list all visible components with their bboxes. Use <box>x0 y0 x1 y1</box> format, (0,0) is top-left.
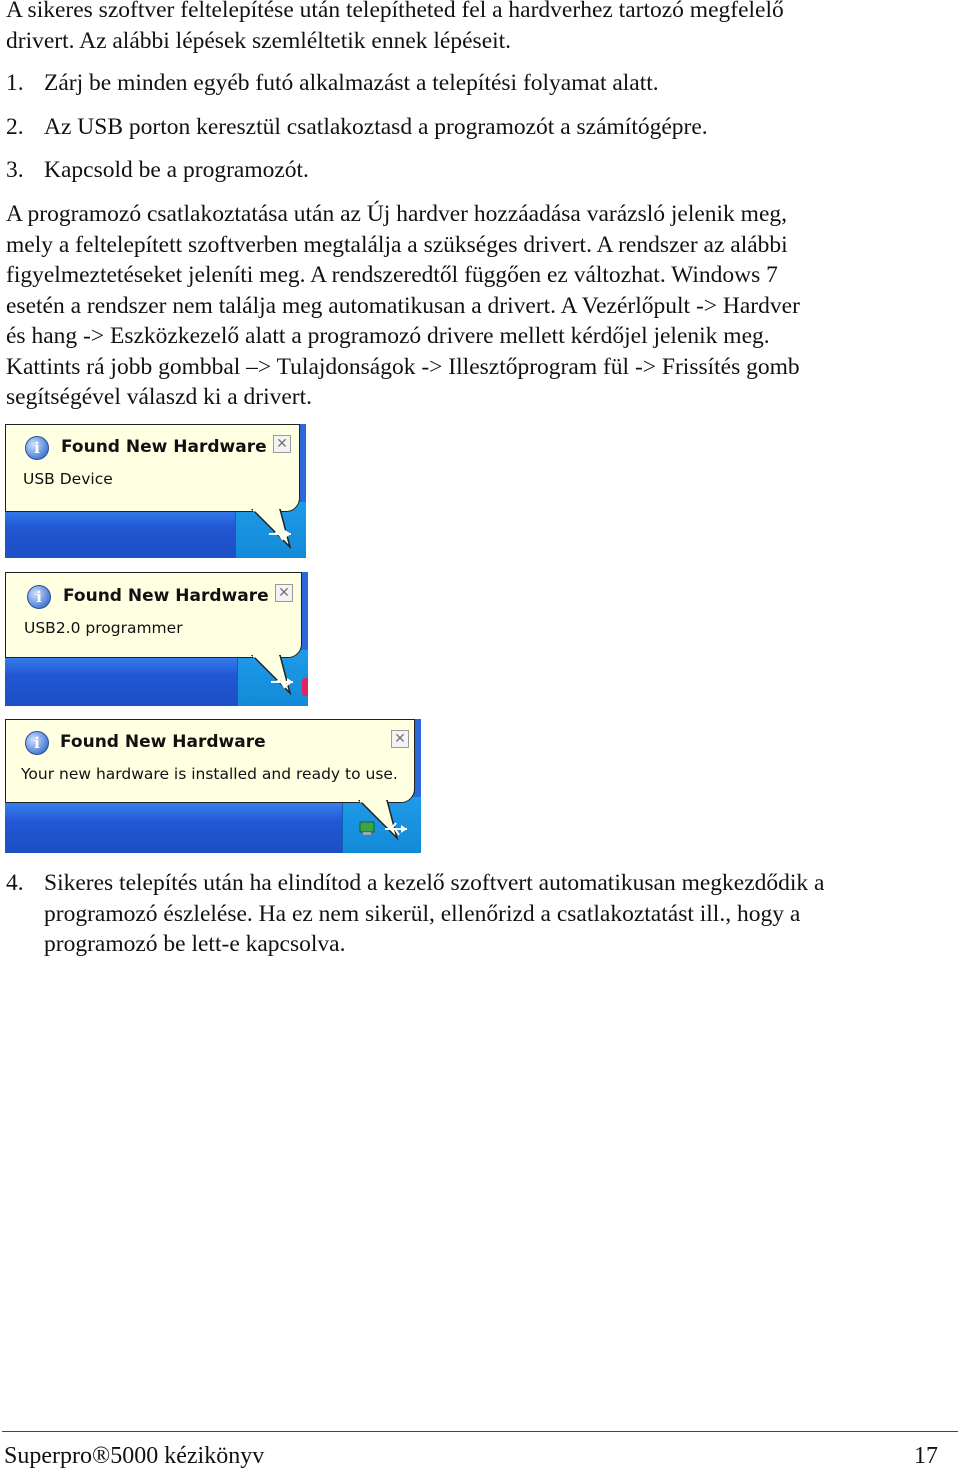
tray-edge-icon <box>302 678 308 696</box>
step-number: 1. <box>6 70 24 96</box>
usb-tray-icon <box>383 819 411 839</box>
balloon-message: USB Device <box>23 470 113 488</box>
close-icon[interactable]: ✕ <box>391 730 409 748</box>
paragraph-line: Kattints rá jobb gombbal –> Tulajdonságok -> Illesztőprogram fül -> Frissítés gomb <box>6 353 800 380</box>
balloon-screenshot-1 <box>5 424 306 558</box>
page-number: 17 <box>914 1443 938 1469</box>
close-icon[interactable]: ✕ <box>275 584 293 602</box>
balloon-screenshot-3 <box>5 719 421 853</box>
paragraph-line: figyelmeztetéseket jeleníti meg. A rendszeredtől függően ez változhat. Windows 7 <box>6 262 778 288</box>
info-icon: i <box>25 436 49 460</box>
balloon-title: Found New Hardware <box>63 586 269 606</box>
paragraph-line: mely a feltelepített szoftverben megtalálja a szükséges drivert. A rendszer az alábbi <box>6 231 788 258</box>
intro-line-2: drivert. Az alábbi lépések szemléltetik ennek lépéseit. <box>6 28 512 54</box>
paragraph-line: esetén a rendszer nem találja meg automatikusan a drivert. A Vezérlőpult -> Hardver <box>6 292 800 319</box>
step-number: 2. <box>6 114 24 140</box>
step-item-4 <box>6 868 824 960</box>
balloon-screenshot-2 <box>5 572 308 706</box>
footer-divider <box>2 1431 958 1432</box>
step-text: Zárj be minden egyéb futó alkalmazást a telepítési folyamat alatt. <box>44 70 659 96</box>
step-text: Kapcsold be a programozót. <box>44 157 309 183</box>
hardware-tray-icon <box>357 817 379 839</box>
step-item-3 <box>6 155 309 185</box>
notification-balloon <box>5 572 302 658</box>
paragraph-line: segítségével válaszd ki a drivert. <box>6 384 313 410</box>
step-number: 3. <box>6 157 24 183</box>
usb-tray-icon <box>269 672 297 692</box>
step-text-line: programozó be lett-e kapcsolva. <box>44 931 346 957</box>
balloon-title: Found New Hardware <box>60 732 266 752</box>
info-icon: i <box>25 731 49 755</box>
info-icon: i <box>27 585 51 609</box>
step-item-1 <box>6 68 659 98</box>
step-item-2 <box>6 112 708 142</box>
footer-title: Superpro®5000 kézikönyv <box>4 1443 265 1469</box>
step-text-line: Sikeres telepítés után ha elindítod a kezelő szoftvert automatikusan megkezdődik a <box>44 870 825 896</box>
usb-tray-icon <box>267 524 295 544</box>
balloon-title: Found New Hardware <box>61 437 267 457</box>
paragraph-line: és hang -> Eszközkezelő alatt a programozó drivere mellett kérdőjel jelenik meg. <box>6 323 770 349</box>
step-text: Az USB porton keresztül csatlakoztasd a programozót a számítógépre. <box>44 114 708 140</box>
close-icon[interactable]: ✕ <box>273 435 291 453</box>
intro-text <box>6 0 784 56</box>
balloon-message: Your new hardware is installed and ready to use. <box>21 765 398 783</box>
explanation-paragraph <box>6 199 800 413</box>
intro-line-1: A sikeres szoftver feltelepítése után telepítheted fel a hardverhez tartozó megfelelő <box>6 0 784 23</box>
step-text-line: programozó észlelése. Ha ez nem sikerül, ellenőrizd a csatlakoztatást ill., hogy a <box>44 900 801 927</box>
paragraph-line: A programozó csatlakoztatása után az Új hardver hozzáadása varázsló jelenik meg, <box>6 201 788 227</box>
balloon-message: USB2.0 programmer <box>24 619 183 637</box>
step-number: 4. <box>6 870 24 896</box>
